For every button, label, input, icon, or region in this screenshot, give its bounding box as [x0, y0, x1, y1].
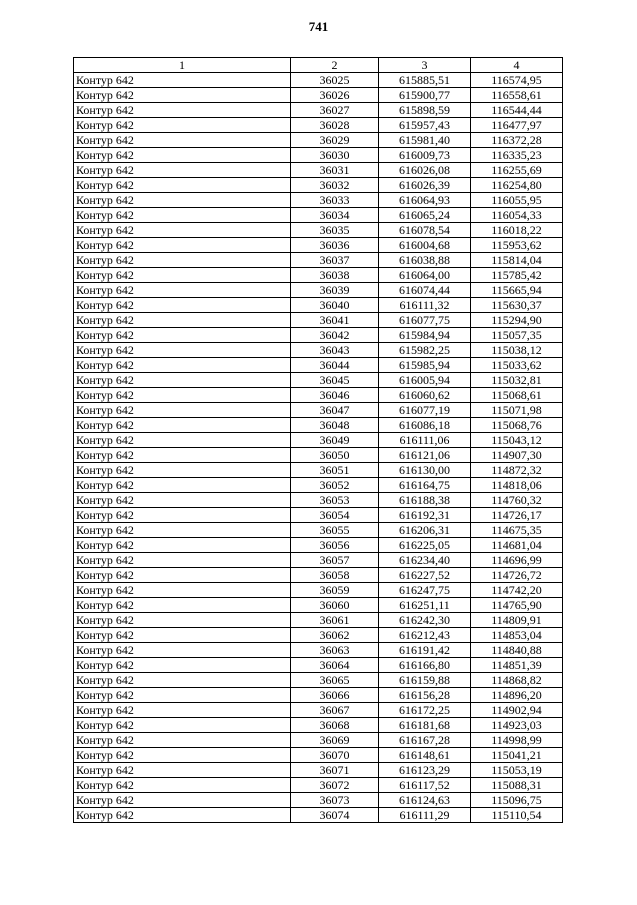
table-row [74, 463, 563, 478]
table-row [74, 583, 563, 598]
x-coordinate-cell: 615981,40 [379, 133, 471, 148]
point-number-cell: 36044 [291, 358, 379, 373]
contour-name-cell: Контур 642 [74, 433, 291, 448]
x-coordinate-cell: 615900,77 [379, 88, 471, 103]
x-coordinate-cell: 616167,28 [379, 733, 471, 748]
y-coordinate-cell: 114902,94 [471, 703, 563, 718]
contour-name-cell: Контур 642 [74, 358, 291, 373]
x-coordinate-cell: 616247,75 [379, 583, 471, 598]
contour-name-cell: Контур 642 [74, 298, 291, 313]
table-row [74, 253, 563, 268]
point-number-cell: 36067 [291, 703, 379, 718]
point-number-cell: 36029 [291, 133, 379, 148]
table-row [74, 763, 563, 778]
point-number-cell: 36066 [291, 688, 379, 703]
y-coordinate-cell: 115665,94 [471, 283, 563, 298]
x-coordinate-cell: 616191,42 [379, 643, 471, 658]
y-coordinate-cell: 115814,04 [471, 253, 563, 268]
page-number: 741 [308, 19, 329, 34]
x-coordinate-cell: 616077,19 [379, 403, 471, 418]
y-coordinate-cell: 115088,31 [471, 778, 563, 793]
header-col-1: 1 [74, 58, 291, 73]
x-coordinate-cell: 616004,68 [379, 238, 471, 253]
table-row [74, 508, 563, 523]
y-coordinate-cell: 115068,61 [471, 388, 563, 403]
table-row [74, 568, 563, 583]
y-coordinate-cell: 114726,17 [471, 508, 563, 523]
point-number-cell: 36050 [291, 448, 379, 463]
point-number-cell: 36035 [291, 223, 379, 238]
point-number-cell: 36033 [291, 193, 379, 208]
contour-name-cell: Контур 642 [74, 328, 291, 343]
x-coordinate-cell: 616181,68 [379, 718, 471, 733]
contour-name-cell: Контур 642 [74, 703, 291, 718]
table-row [74, 403, 563, 418]
x-coordinate-cell: 616060,62 [379, 388, 471, 403]
table-row [74, 148, 563, 163]
x-coordinate-cell: 616124,63 [379, 793, 471, 808]
contour-name-cell: Контур 642 [74, 193, 291, 208]
x-coordinate-cell: 616156,28 [379, 688, 471, 703]
table-row [74, 808, 563, 823]
contour-name-cell: Контур 642 [74, 283, 291, 298]
y-coordinate-cell: 115057,35 [471, 328, 563, 343]
table-row [74, 478, 563, 493]
point-number-cell: 36061 [291, 613, 379, 628]
table-header-row [74, 58, 563, 73]
x-coordinate-cell: 616227,52 [379, 568, 471, 583]
point-number-cell: 36041 [291, 313, 379, 328]
contour-name-cell: Контур 642 [74, 253, 291, 268]
contour-name-cell: Контур 642 [74, 793, 291, 808]
table-row [74, 688, 563, 703]
point-number-cell: 36058 [291, 568, 379, 583]
x-coordinate-cell: 616172,25 [379, 703, 471, 718]
x-coordinate-cell: 616121,06 [379, 448, 471, 463]
point-number-cell: 36028 [291, 118, 379, 133]
y-coordinate-cell: 115953,62 [471, 238, 563, 253]
point-number-cell: 36037 [291, 253, 379, 268]
y-coordinate-cell: 116558,61 [471, 88, 563, 103]
contour-name-cell: Контур 642 [74, 688, 291, 703]
table-row [74, 283, 563, 298]
table-row [74, 493, 563, 508]
y-coordinate-cell: 116574,95 [471, 73, 563, 88]
table-row [74, 178, 563, 193]
y-coordinate-cell: 115294,90 [471, 313, 563, 328]
table-row [74, 733, 563, 748]
y-coordinate-cell: 116054,33 [471, 208, 563, 223]
contour-name-cell: Контур 642 [74, 508, 291, 523]
contour-name-cell: Контур 642 [74, 238, 291, 253]
y-coordinate-cell: 115096,75 [471, 793, 563, 808]
point-number-cell: 36048 [291, 418, 379, 433]
point-number-cell: 36059 [291, 583, 379, 598]
contour-name-cell: Контур 642 [74, 718, 291, 733]
x-coordinate-cell: 616242,30 [379, 613, 471, 628]
point-number-cell: 36025 [291, 73, 379, 88]
point-number-cell: 36071 [291, 763, 379, 778]
x-coordinate-cell: 616065,24 [379, 208, 471, 223]
table-row [74, 133, 563, 148]
x-coordinate-cell: 616117,52 [379, 778, 471, 793]
point-number-cell: 36054 [291, 508, 379, 523]
y-coordinate-cell: 116544,44 [471, 103, 563, 118]
table-row [74, 553, 563, 568]
contour-name-cell: Контур 642 [74, 103, 291, 118]
y-coordinate-cell: 114696,99 [471, 553, 563, 568]
y-coordinate-cell: 115043,12 [471, 433, 563, 448]
y-coordinate-cell: 115071,98 [471, 403, 563, 418]
table-row [74, 433, 563, 448]
table-row [74, 598, 563, 613]
header-col-2: 2 [291, 58, 379, 73]
y-coordinate-cell: 114818,06 [471, 478, 563, 493]
y-coordinate-cell: 114809,91 [471, 613, 563, 628]
contour-name-cell: Контур 642 [74, 208, 291, 223]
x-coordinate-cell: 616206,31 [379, 523, 471, 538]
point-number-cell: 36026 [291, 88, 379, 103]
point-number-cell: 36040 [291, 298, 379, 313]
x-coordinate-cell: 616026,08 [379, 163, 471, 178]
contour-name-cell: Контур 642 [74, 583, 291, 598]
contour-name-cell: Контур 642 [74, 553, 291, 568]
table-row [74, 328, 563, 343]
contour-name-cell: Контур 642 [74, 373, 291, 388]
point-number-cell: 36034 [291, 208, 379, 223]
contour-name-cell: Контур 642 [74, 733, 291, 748]
contour-name-cell: Контур 642 [74, 493, 291, 508]
x-coordinate-cell: 616234,40 [379, 553, 471, 568]
point-number-cell: 36072 [291, 778, 379, 793]
y-coordinate-cell: 116018,22 [471, 223, 563, 238]
x-coordinate-cell: 616078,54 [379, 223, 471, 238]
point-number-cell: 36051 [291, 463, 379, 478]
table-row [74, 658, 563, 673]
point-number-cell: 36074 [291, 808, 379, 823]
table-row [74, 268, 563, 283]
y-coordinate-cell: 114868,82 [471, 673, 563, 688]
table-row [74, 418, 563, 433]
point-number-cell: 36062 [291, 628, 379, 643]
point-number-cell: 36043 [291, 343, 379, 358]
contour-name-cell: Контур 642 [74, 343, 291, 358]
x-coordinate-cell: 616064,00 [379, 268, 471, 283]
x-coordinate-cell: 616188,38 [379, 493, 471, 508]
x-coordinate-cell: 616159,88 [379, 673, 471, 688]
table-row [74, 373, 563, 388]
table-row [74, 538, 563, 553]
table-row [74, 643, 563, 658]
x-coordinate-cell: 615985,94 [379, 358, 471, 373]
y-coordinate-cell: 114675,35 [471, 523, 563, 538]
contour-name-cell: Контур 642 [74, 133, 291, 148]
contour-name-cell: Контур 642 [74, 538, 291, 553]
contour-name-cell: Контур 642 [74, 313, 291, 328]
y-coordinate-cell: 116477,97 [471, 118, 563, 133]
x-coordinate-cell: 616111,29 [379, 808, 471, 823]
x-coordinate-cell: 616038,88 [379, 253, 471, 268]
table-row [74, 208, 563, 223]
contour-name-cell: Контур 642 [74, 448, 291, 463]
x-coordinate-cell: 616225,05 [379, 538, 471, 553]
table-row [74, 628, 563, 643]
y-coordinate-cell: 115630,37 [471, 298, 563, 313]
point-number-cell: 36055 [291, 523, 379, 538]
point-number-cell: 36073 [291, 793, 379, 808]
table-row [74, 118, 563, 133]
point-number-cell: 36036 [291, 238, 379, 253]
y-coordinate-cell: 116335,23 [471, 148, 563, 163]
point-number-cell: 36070 [291, 748, 379, 763]
y-coordinate-cell: 116254,80 [471, 178, 563, 193]
contour-name-cell: Контур 642 [74, 178, 291, 193]
point-number-cell: 36031 [291, 163, 379, 178]
contour-name-cell: Контур 642 [74, 643, 291, 658]
contour-name-cell: Контур 642 [74, 523, 291, 538]
x-coordinate-cell: 616130,00 [379, 463, 471, 478]
table-row [74, 673, 563, 688]
y-coordinate-cell: 114851,39 [471, 658, 563, 673]
x-coordinate-cell: 615984,94 [379, 328, 471, 343]
contour-name-cell: Контур 642 [74, 268, 291, 283]
point-number-cell: 36030 [291, 148, 379, 163]
table-row [74, 778, 563, 793]
point-number-cell: 36027 [291, 103, 379, 118]
header-col-3: 3 [379, 58, 471, 73]
table-row [74, 193, 563, 208]
table-body [74, 73, 563, 823]
y-coordinate-cell: 115033,62 [471, 358, 563, 373]
x-coordinate-cell: 616251,11 [379, 598, 471, 613]
y-coordinate-cell: 115032,81 [471, 373, 563, 388]
contour-name-cell: Контур 642 [74, 463, 291, 478]
contour-name-cell: Контур 642 [74, 73, 291, 88]
x-coordinate-cell: 616166,80 [379, 658, 471, 673]
point-number-cell: 36046 [291, 388, 379, 403]
point-number-cell: 36032 [291, 178, 379, 193]
y-coordinate-cell: 114726,72 [471, 568, 563, 583]
table-row [74, 718, 563, 733]
y-coordinate-cell: 115038,12 [471, 343, 563, 358]
table-row [74, 88, 563, 103]
y-coordinate-cell: 116055,95 [471, 193, 563, 208]
y-coordinate-cell: 114907,30 [471, 448, 563, 463]
y-coordinate-cell: 115068,76 [471, 418, 563, 433]
table-row [74, 163, 563, 178]
point-number-cell: 36068 [291, 718, 379, 733]
contour-name-cell: Контур 642 [74, 388, 291, 403]
contour-name-cell: Контур 642 [74, 478, 291, 493]
contour-name-cell: Контур 642 [74, 88, 291, 103]
y-coordinate-cell: 114742,20 [471, 583, 563, 598]
table-row [74, 448, 563, 463]
x-coordinate-cell: 616111,32 [379, 298, 471, 313]
y-coordinate-cell: 114681,04 [471, 538, 563, 553]
y-coordinate-cell: 116255,69 [471, 163, 563, 178]
x-coordinate-cell: 615898,59 [379, 103, 471, 118]
x-coordinate-cell: 616148,61 [379, 748, 471, 763]
table-row [74, 748, 563, 763]
table-row [74, 238, 563, 253]
x-coordinate-cell: 616111,06 [379, 433, 471, 448]
y-coordinate-cell: 115041,21 [471, 748, 563, 763]
point-number-cell: 36045 [291, 373, 379, 388]
point-number-cell: 36065 [291, 673, 379, 688]
contour-name-cell: Контур 642 [74, 628, 291, 643]
x-coordinate-cell: 615982,25 [379, 343, 471, 358]
y-coordinate-cell: 114765,90 [471, 598, 563, 613]
table-row [74, 358, 563, 373]
y-coordinate-cell: 115053,19 [471, 763, 563, 778]
contour-name-cell: Контур 642 [74, 778, 291, 793]
y-coordinate-cell: 114998,99 [471, 733, 563, 748]
table-row [74, 523, 563, 538]
table-row [74, 223, 563, 238]
x-coordinate-cell: 615885,51 [379, 73, 471, 88]
contour-name-cell: Контур 642 [74, 223, 291, 238]
table-row [74, 103, 563, 118]
y-coordinate-cell: 114853,04 [471, 628, 563, 643]
y-coordinate-cell: 114896,20 [471, 688, 563, 703]
table-row [74, 613, 563, 628]
contour-name-cell: Контур 642 [74, 568, 291, 583]
contour-name-cell: Контур 642 [74, 403, 291, 418]
point-number-cell: 36052 [291, 478, 379, 493]
point-number-cell: 36049 [291, 433, 379, 448]
point-number-cell: 36047 [291, 403, 379, 418]
contour-name-cell: Контур 642 [74, 598, 291, 613]
x-coordinate-cell: 616212,43 [379, 628, 471, 643]
table-row [74, 703, 563, 718]
x-coordinate-cell: 616005,94 [379, 373, 471, 388]
x-coordinate-cell: 616064,93 [379, 193, 471, 208]
x-coordinate-cell: 616009,73 [379, 148, 471, 163]
y-coordinate-cell: 114923,03 [471, 718, 563, 733]
point-number-cell: 36057 [291, 553, 379, 568]
point-number-cell: 36063 [291, 643, 379, 658]
contour-name-cell: Контур 642 [74, 658, 291, 673]
y-coordinate-cell: 114760,32 [471, 493, 563, 508]
header-col-4: 4 [471, 58, 563, 73]
contour-name-cell: Контур 642 [74, 613, 291, 628]
y-coordinate-cell: 114872,32 [471, 463, 563, 478]
table-row [74, 73, 563, 88]
contour-name-cell: Контур 642 [74, 418, 291, 433]
contour-name-cell: Контур 642 [74, 748, 291, 763]
point-number-cell: 36064 [291, 658, 379, 673]
point-number-cell: 36069 [291, 733, 379, 748]
point-number-cell: 36042 [291, 328, 379, 343]
y-coordinate-cell: 115785,42 [471, 268, 563, 283]
x-coordinate-cell: 616077,75 [379, 313, 471, 328]
x-coordinate-cell: 616086,18 [379, 418, 471, 433]
point-number-cell: 36060 [291, 598, 379, 613]
contour-name-cell: Контур 642 [74, 763, 291, 778]
x-coordinate-cell: 616123,29 [379, 763, 471, 778]
contour-name-cell: Контур 642 [74, 118, 291, 133]
point-number-cell: 36056 [291, 538, 379, 553]
y-coordinate-cell: 114840,88 [471, 643, 563, 658]
table-row [74, 388, 563, 403]
table-row [74, 298, 563, 313]
point-number-cell: 36038 [291, 268, 379, 283]
coordinates-table [73, 57, 563, 823]
x-coordinate-cell: 616074,44 [379, 283, 471, 298]
table-row [74, 343, 563, 358]
x-coordinate-cell: 616026,39 [379, 178, 471, 193]
x-coordinate-cell: 616164,75 [379, 478, 471, 493]
table-row [74, 313, 563, 328]
point-number-cell: 36039 [291, 283, 379, 298]
contour-name-cell: Контур 642 [74, 163, 291, 178]
y-coordinate-cell: 115110,54 [471, 808, 563, 823]
point-number-cell: 36053 [291, 493, 379, 508]
contour-name-cell: Контур 642 [74, 148, 291, 163]
x-coordinate-cell: 615957,43 [379, 118, 471, 133]
y-coordinate-cell: 116372,28 [471, 133, 563, 148]
contour-name-cell: Контур 642 [74, 808, 291, 823]
x-coordinate-cell: 616192,31 [379, 508, 471, 523]
table-row [74, 793, 563, 808]
contour-name-cell: Контур 642 [74, 673, 291, 688]
